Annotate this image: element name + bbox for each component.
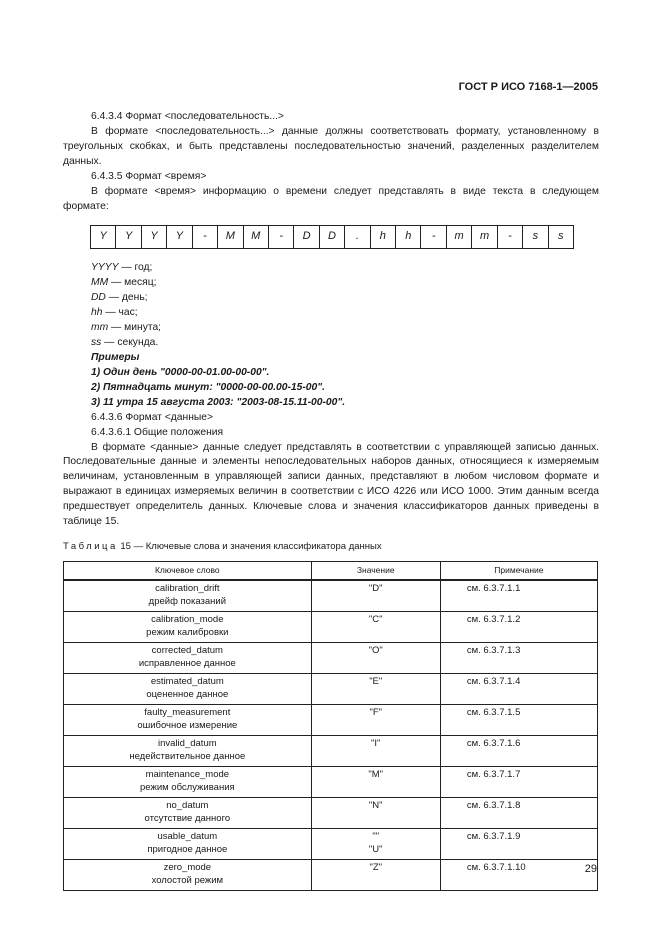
table-body: [64, 580, 598, 891]
keyword-cell: [64, 828, 312, 859]
legend-desc: — год;: [118, 262, 153, 274]
note-cell: [440, 828, 597, 859]
table-row: [64, 797, 598, 828]
format-cell: m: [472, 226, 497, 248]
page-number: 29: [584, 863, 597, 875]
note-cell-line: см. 6.3.7.1.3: [466, 644, 521, 656]
note-cell-line: см. 6.3.7.1.5: [466, 706, 521, 718]
note-cell: [440, 611, 597, 642]
keyword-cell: [64, 673, 312, 704]
keyword-cell-line: usable_datum: [157, 830, 218, 842]
example-item: 1) Один день "0000-00-01.00-00-00".: [91, 366, 270, 378]
format-cell: -: [421, 226, 446, 248]
header-note: Примечание: [440, 561, 597, 580]
value-cell: [311, 642, 440, 673]
keyword-cell-line: исправленное данное: [138, 657, 236, 669]
format-cell: s: [558, 230, 564, 243]
keyword-cell-line: режим калибровки: [146, 626, 229, 638]
format-cell: Y: [167, 226, 192, 248]
keyword-cell-line: calibration_mode: [151, 613, 224, 625]
value-cell: [311, 704, 440, 735]
value-cell-line: "U": [368, 843, 383, 855]
format-cell: -: [269, 226, 294, 248]
legend-code: MM: [91, 277, 109, 289]
value-cell-line: "M": [368, 768, 384, 780]
examples-list: [63, 366, 599, 411]
keyword-cell: [64, 611, 312, 642]
keyword-cell: [64, 580, 312, 612]
section-6-4-3-4-title: 6.4.3.4 Формат <последовательность...>: [91, 111, 284, 122]
section-6-4-3-5-title: 6.4.3.5 Формат <время>: [91, 170, 207, 182]
legend-desc: — минута;: [108, 322, 162, 334]
format-cell: Y: [91, 226, 116, 248]
note-cell: [440, 797, 597, 828]
format-cell: Y: [116, 226, 141, 248]
table-row: [64, 580, 598, 612]
keywords-table: [63, 561, 598, 891]
value-cell: [311, 580, 440, 612]
note-cell-line: см. 6.3.7.1.2: [466, 613, 521, 625]
note-cell: [440, 673, 597, 704]
table-row: [64, 735, 598, 766]
format-cell: h: [396, 226, 421, 248]
legend-desc: — месяц;: [108, 277, 157, 289]
legend-desc: — день;: [105, 292, 148, 304]
format-cell: M: [244, 226, 269, 248]
keyword-cell-line: отсутствие данного: [144, 812, 231, 824]
note-cell-line: см. 6.3.7.1.1: [466, 582, 521, 594]
keyword-cell-line: пригодное данное: [147, 843, 228, 855]
keyword-cell: [64, 642, 312, 673]
format-cell: h: [371, 226, 396, 248]
table-row: [64, 828, 598, 859]
note-cell-line: см. 6.3.7.1.10: [466, 861, 526, 873]
value-cell-line: "N": [368, 799, 383, 811]
note-cell: [440, 859, 597, 890]
value-cell-line: "": [372, 830, 380, 842]
format-legend: [63, 261, 599, 351]
note-cell: [440, 642, 597, 673]
note-cell-line: см. 6.3.7.1.9: [466, 830, 521, 842]
keyword-cell-line: zero_mode: [163, 861, 212, 873]
keyword-cell-line: corrected_datum: [151, 644, 223, 656]
legend-item: [91, 306, 599, 321]
keyword-cell-line: недействительное данное: [129, 750, 246, 762]
format-cell: Y: [142, 226, 167, 248]
section-6-4-3-5-text: В формате <время> информацию о времени следует представлять в виде текста в следующем формате:: [63, 185, 599, 212]
keyword-cell-line: calibration_drift: [155, 582, 220, 594]
section-6-4-3-6-title: 6.4.3.6 Формат <данные>: [91, 411, 214, 423]
legend-code: ss: [91, 337, 102, 349]
keyword-cell-line: estimated_datum: [150, 675, 224, 687]
table-header-row: [64, 561, 598, 580]
legend-desc: — час;: [102, 307, 138, 319]
note-cell: [440, 704, 597, 735]
format-cell: M: [218, 226, 243, 248]
legend-item: [91, 291, 599, 306]
value-cell-line: "D": [368, 582, 383, 594]
table-row: [64, 642, 598, 673]
table-caption: [63, 540, 599, 554]
table-row: [64, 766, 598, 797]
legend-code: YYYY: [91, 262, 119, 274]
table-row: [64, 859, 598, 890]
legend-item: [91, 321, 599, 336]
time-format-boxes: [90, 225, 574, 249]
legend-item: [91, 261, 599, 276]
keyword-cell-line: invalid_datum: [158, 737, 217, 749]
value-cell-line: "Z": [369, 861, 383, 873]
value-cell: [311, 611, 440, 642]
keyword-cell: [64, 735, 312, 766]
format-cell: D: [320, 226, 345, 248]
section-6-4-3-4-text: В формате <последовательность...> данные должны соответствовать формату, установленному в треугольных скобках, и быть представлены последовательностью значений, разделенных разделителем данных.: [63, 125, 599, 167]
note-cell-line: см. 6.3.7.1.4: [466, 675, 521, 687]
value-cell: [311, 766, 440, 797]
format-cell: .: [345, 226, 370, 248]
section-6-4-3-6-1-text: В формате <данные> данные следует представлять в соответствии с управляющей записью данных. Последовательные данные и элементы непоследовательных наборов данных, относящиеся к измеряемым величинам, установленным в управляющей записи данных, представляют в любом числовом формате и выражают в единицах измеряемых величин в соответствии с ИСО 4226 или ИСО 1000. Этим данным всегда предшествует определитель данных. Ключевые слова и значения классификаторов данных приведены в таблице 15.: [63, 441, 599, 528]
note-cell-line: см. 6.3.7.1.7: [466, 768, 521, 780]
note-cell-line: см. 6.3.7.1.6: [466, 737, 521, 749]
keyword-cell-line: faulty_measurement: [144, 706, 231, 718]
keyword-cell-line: холостой режим: [151, 874, 224, 886]
table-row: [64, 611, 598, 642]
note-cell: [440, 735, 597, 766]
header-value: Значение: [311, 561, 440, 580]
keyword-cell-line: режим обслуживания: [140, 781, 235, 793]
examples-title: Примеры: [91, 351, 140, 363]
value-cell: [311, 673, 440, 704]
format-cell: s: [523, 226, 548, 248]
format-cell: -: [193, 226, 218, 248]
legend-item: [91, 336, 599, 351]
legend-code: mm: [91, 322, 109, 334]
format-cell: D: [294, 226, 319, 248]
keyword-cell: [64, 859, 312, 890]
keyword-cell-line: ошибочное измерение: [137, 719, 238, 731]
table-caption-text: 15 — Ключевые слова и значения классификатора данных: [120, 541, 382, 553]
header-keyword: Ключевое слово: [64, 561, 312, 580]
value-cell-line: "I": [371, 737, 381, 749]
table-caption-label: Таблица: [63, 541, 118, 553]
format-cell: m: [447, 226, 472, 248]
value-cell: [311, 859, 440, 890]
value-cell-line: "F": [369, 706, 383, 718]
value-cell: [311, 828, 440, 859]
note-cell: [440, 580, 597, 612]
table-row: [64, 673, 598, 704]
note-cell-line: см. 6.3.7.1.8: [466, 799, 521, 811]
value-cell-line: "O": [368, 644, 383, 656]
keyword-cell-line: maintenance_mode: [145, 768, 230, 780]
value-cell-line: "C": [368, 613, 383, 625]
legend-desc: — секунда.: [101, 337, 159, 349]
value-cell-line: "E": [369, 675, 383, 687]
section-6-4-3-6-1-title: 6.4.3.6.1 Общие положения: [91, 426, 224, 438]
example-item: 2) Пятнадцать минут: "0000-00-00.00-15-00".: [91, 381, 325, 393]
value-cell: [311, 735, 440, 766]
legend-code: hh: [91, 307, 103, 319]
table-row: [64, 704, 598, 735]
note-cell: [440, 766, 597, 797]
keyword-cell-line: no_datum: [166, 799, 209, 811]
legend-code: DD: [91, 292, 106, 304]
example-item: 3) 11 утра 15 августа 2003: "2003-08-15.11-00-00".: [91, 396, 346, 408]
format-cell: -: [498, 226, 523, 248]
value-cell: [311, 797, 440, 828]
keyword-cell: [64, 766, 312, 797]
keyword-cell-line: оцененное данное: [146, 688, 229, 700]
document-header: ГОСТ Р ИСО 7168-1—2005: [458, 81, 598, 93]
keyword-cell: [64, 704, 312, 735]
page-content: [63, 110, 599, 891]
keyword-cell: [64, 797, 312, 828]
keyword-cell-line: дрейф показаний: [148, 595, 226, 607]
legend-item: [91, 276, 599, 291]
